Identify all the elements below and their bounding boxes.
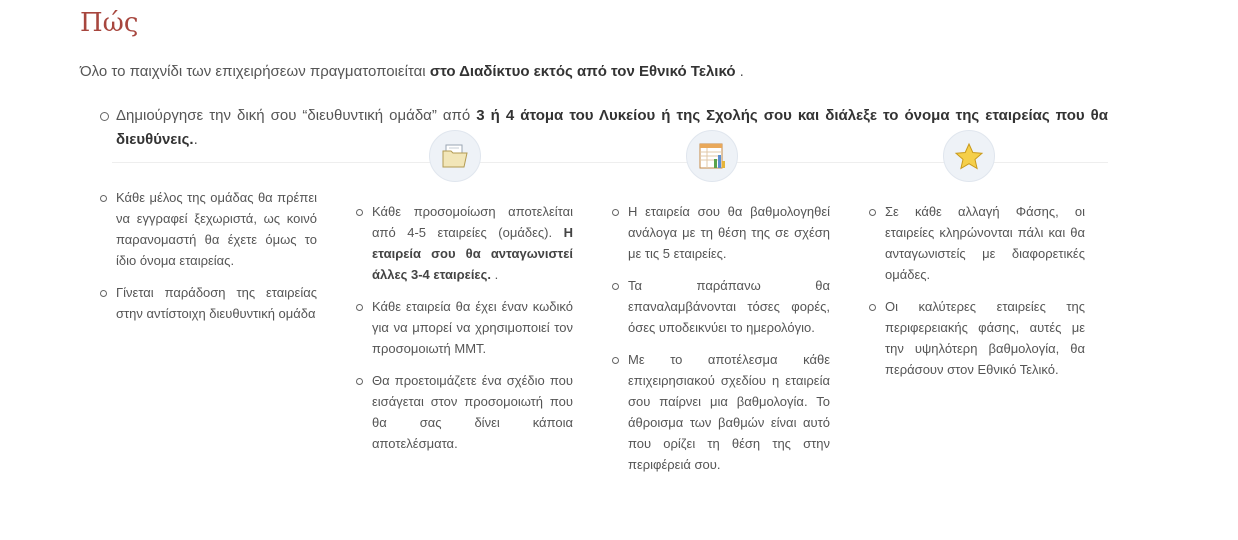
intro-text: Όλο το παιχνίδι των επιχειρήσεων πραγματοποιείται bbox=[80, 63, 430, 80]
list-item-after: . bbox=[490, 267, 499, 282]
list-item: Τα παράπανω θα επαναλαμβάνονται τόσες φορές, όσες υποδεικνύει το ημερολόγιο. bbox=[612, 275, 830, 338]
page-title: Πώς bbox=[80, 8, 139, 38]
bullet-marker bbox=[100, 112, 109, 121]
main-bullet-bold: 3 ή 4 άτομα του Λυκείου ή της Σχολής σου και διάλεξε το όνομα της εταιρείας που θα διευθύνεις. bbox=[116, 107, 1108, 148]
main-bullet-after: . bbox=[193, 131, 198, 148]
list-item: Σε κάθε αλλαγή Φάσης, οι εταιρείες κληρώνονται πάλι και θα ανταγωνιστείς με διαφορετικές ομάδες. bbox=[869, 201, 1085, 285]
column-2 bbox=[356, 201, 573, 465]
list-item: Με το αποτέλεσμα κάθε επιχειρησιακού σχεδίου η εταιρεία σου παίρνει μια βαθμολογία. Το άθροισμα των βαθμών είναι αυτό που ορίζει τη θέση της στην περιφέρειά σου. bbox=[612, 349, 830, 475]
spreadsheet-icon bbox=[686, 130, 738, 182]
list-item: Γίνεται παράδοση της εταιρείας στην αντίστοιχη διευθυντική ομάδα bbox=[100, 282, 317, 324]
list-item-bold: Η εταιρεία σου θα ανταγωνιστεί άλλες 3-4 εταιρείες. bbox=[372, 225, 573, 282]
list-item-text: Κάθε προσομοίωση αποτελείται από 4-5 εταιρείες (ομάδες). bbox=[372, 204, 573, 240]
list-item: Κάθε εταιρεία θα έχει έναν κωδικό για να μπορεί να χρησιμοποιεί τον προσομοιωτή MMT. bbox=[356, 296, 573, 359]
list-item: Οι καλύτερες εταιρείες της περιφερειακής φάσης, αυτές με την υψηλότερη βαθμολογία, θα περάσουν στον Εθνικό Τελικό. bbox=[869, 296, 1085, 380]
intro-after: . bbox=[735, 63, 744, 80]
list-item: Κάθε μέλος της ομάδας θα πρέπει να εγγραφεί ξεχωριστά, ως κοινό παρανομαστή θα έχετε όμως το ίδιο όνομα εταιρείας. bbox=[100, 187, 317, 271]
column-1 bbox=[100, 187, 317, 335]
column-3 bbox=[612, 201, 830, 486]
list-item: Η εταιρεία σου θα βαθμολογηθεί ανάλογα με τη θέση της σε σχέση με τις 5 εταιρείες. bbox=[612, 201, 830, 264]
main-bullet-text: Δημιούργησε την δική σου “διευθυντική ομάδα” από bbox=[116, 107, 477, 124]
column-4 bbox=[869, 201, 1085, 391]
list-item: Θα προετοιμάζετε ένα σχέδιο που εισάγεται στον προσομοιωτή που θα σας δίνει κάποια αποτελέσματα. bbox=[356, 370, 573, 454]
folder-icon bbox=[429, 130, 481, 182]
intro-bold: στο Διαδίκτυο εκτός από τον Εθνικό Τελικό bbox=[429, 63, 736, 80]
list-item bbox=[356, 201, 573, 285]
intro-paragraph bbox=[80, 63, 744, 80]
star-icon bbox=[943, 130, 995, 182]
